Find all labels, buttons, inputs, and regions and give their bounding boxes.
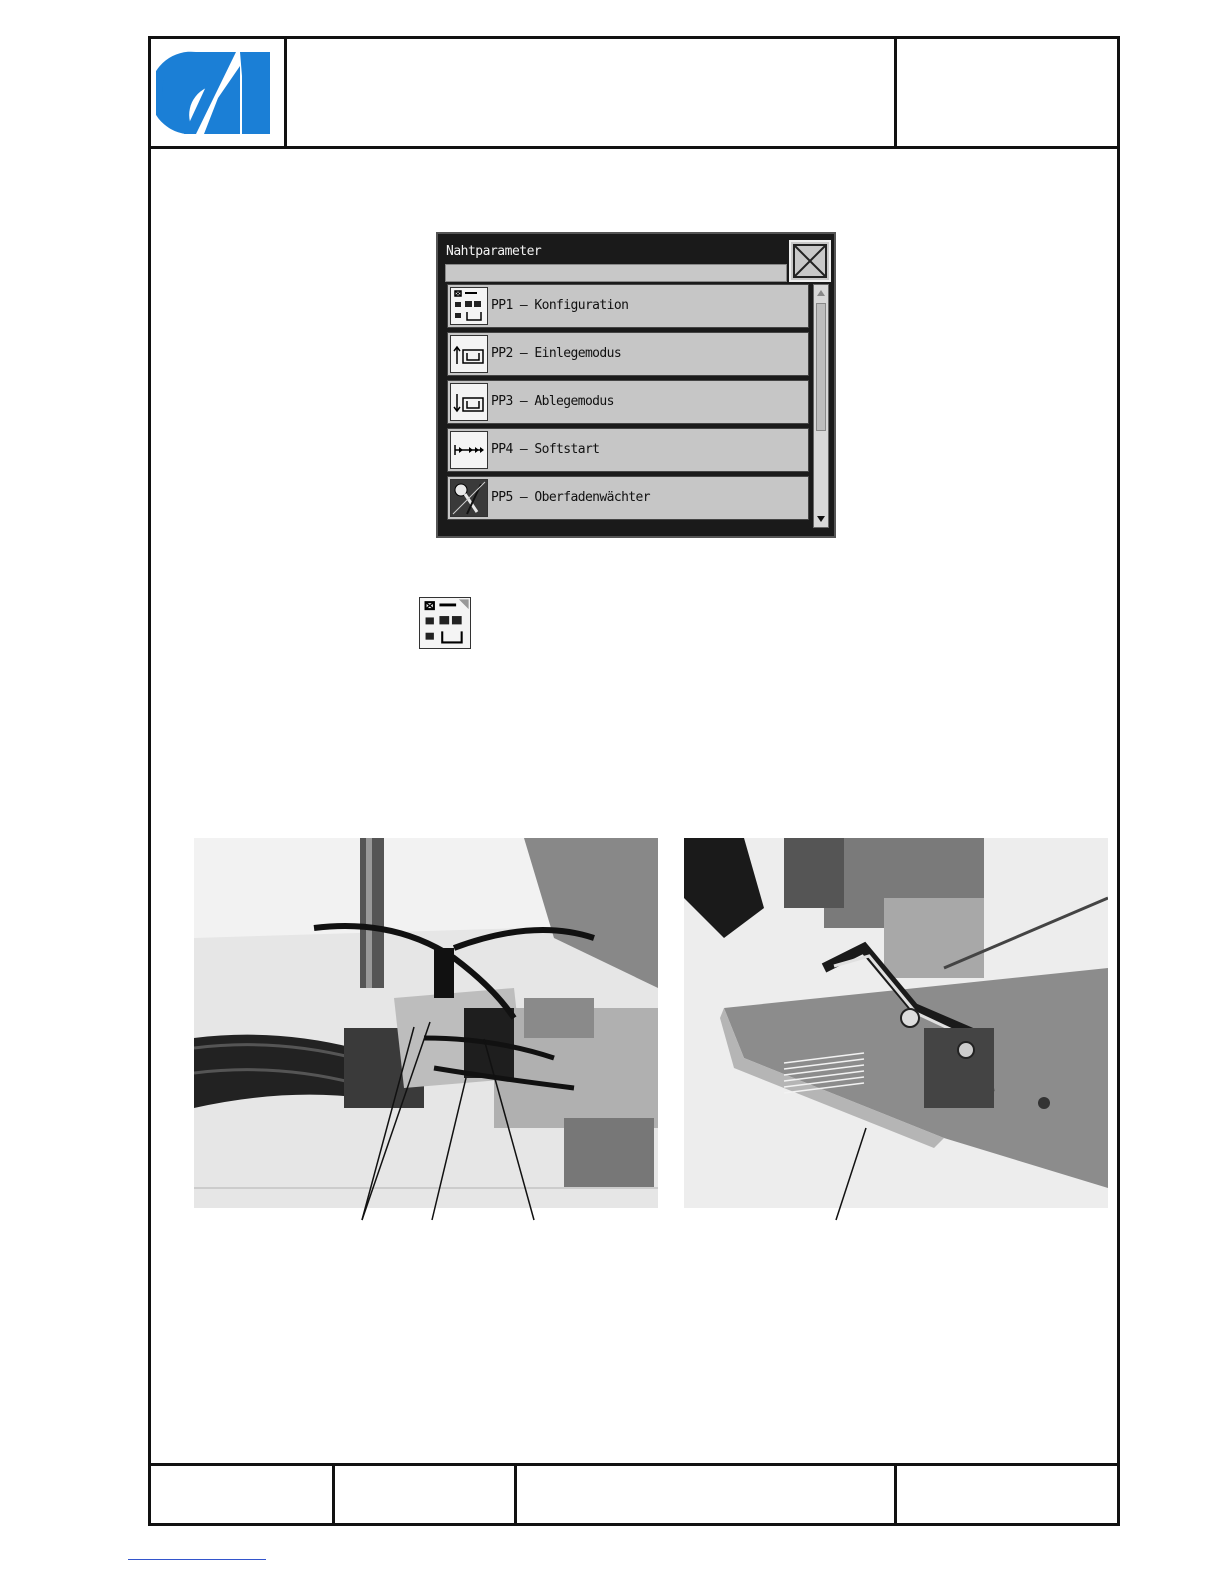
item-label: PP5 – Oberfadenwächter	[491, 490, 650, 505]
item-label: PP4 – Softstart	[491, 442, 600, 457]
header-divider	[148, 146, 1120, 149]
dialog-title: Nahtparameter	[446, 244, 542, 259]
nahtparameter-dialog	[436, 232, 836, 538]
footer-separator-1	[332, 1463, 335, 1525]
footer-separator-2	[514, 1463, 517, 1525]
item-label: PP3 – Ablegemodus	[491, 394, 614, 409]
thread-monitor-icon	[450, 479, 488, 517]
softstart-icon	[450, 431, 488, 469]
sensor-cabling-photo	[194, 838, 658, 1208]
item-label: PP1 – Konfiguration	[491, 298, 629, 313]
unload-mode-icon	[450, 383, 488, 421]
list-item-pp1[interactable]	[447, 284, 809, 328]
list-scrollbar[interactable]	[813, 284, 829, 528]
list-item-pp3[interactable]	[447, 380, 809, 424]
dialog-subtitle-bar	[445, 264, 787, 282]
configuration-icon	[450, 287, 488, 325]
close-button[interactable]	[789, 240, 831, 282]
footer-separator-3	[894, 1463, 897, 1525]
parameter-list	[445, 284, 813, 530]
list-item-pp4[interactable]	[447, 428, 809, 472]
header-separator-left	[284, 36, 287, 148]
scroll-down-icon[interactable]	[816, 513, 826, 525]
configuration-icon	[419, 597, 471, 649]
scroll-up-icon[interactable]	[816, 287, 826, 299]
bottom-link-underline	[128, 1559, 266, 1560]
scrollbar-thumb[interactable]	[816, 303, 826, 431]
list-item-pp5[interactable]	[447, 476, 809, 520]
load-mode-icon	[450, 335, 488, 373]
header-separator-right	[894, 36, 897, 148]
company-logo	[156, 46, 274, 140]
clamp-plate-photo	[684, 838, 1108, 1208]
list-item-pp2[interactable]	[447, 332, 809, 376]
footer-divider	[148, 1463, 1120, 1466]
item-label: PP2 – Einlegemodus	[491, 346, 622, 361]
close-icon	[791, 242, 829, 280]
